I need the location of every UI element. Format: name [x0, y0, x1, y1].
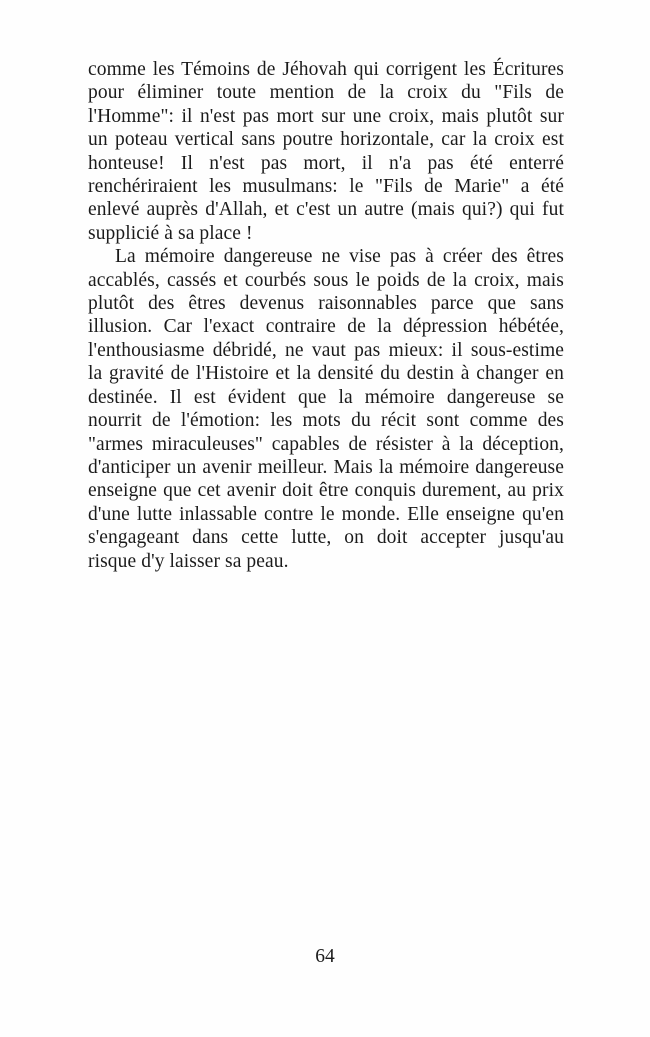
text-line: "armes miraculeuses" capables de résister à la déception,: [88, 433, 564, 455]
text-line: destinée. Il est évident que la mémoire dangereuse se: [88, 386, 564, 408]
text-line: comme les Témoins de Jéhovah qui corrigent les Écritures: [88, 59, 564, 80]
text-line: d'une lutte inlassable contre le monde. Elle enseigne qu'en: [88, 503, 564, 525]
page-number: 64: [315, 946, 335, 967]
text-line: honteuse! Il n'est pas mort, il n'a pas été enterré: [88, 152, 564, 174]
text-line: renchériraient les musulmans: le "Fils de Marie" a été: [88, 176, 564, 198]
text-line: pour éliminer toute mention de la croix du "Fils de: [88, 82, 564, 104]
text-line: illusion. Car l'exact contraire de la dépression hébétée,: [88, 316, 564, 338]
text-line: s'engageant dans cette lutte, on doit accepter jusqu'au: [88, 527, 564, 549]
text-line: La mémoire dangereuse ne vise pas à créer des êtres: [115, 246, 564, 268]
text-line: risque d'y laisser sa peau.: [88, 550, 289, 572]
text-line: plutôt des êtres devenus raisonnables parce que sans: [88, 293, 564, 315]
page-text-block: [88, 58, 564, 573]
text-line: d'anticiper un avenir meilleur. Mais la mémoire dangereuse: [88, 456, 564, 478]
text-line: l'enthousiasme débridé, ne vaut pas mieux: il sous-estime: [88, 339, 564, 361]
paragraph: [88, 58, 564, 245]
text-line: un poteau vertical sans poutre horizontale, car la croix est: [88, 129, 564, 151]
text-line: la gravité de l'Histoire et la densité du destin à changer en: [88, 363, 564, 385]
text-line: supplicié à sa place !: [88, 222, 253, 244]
paragraph: [88, 245, 564, 573]
text-line: nourrit de l'émotion: les mots du récit sont comme des: [88, 410, 564, 432]
text-line: accablés, cassés et courbés sous le poids de la croix, mais: [88, 269, 564, 291]
text-line: enlevé auprès d'Allah, et c'est un autre (mais qui?) qui fut: [88, 199, 564, 221]
text-line: enseigne que cet avenir doit être conquis durement, au prix: [88, 480, 564, 502]
text-line: l'Homme": il n'est pas mort sur une croix, mais plutôt sur: [88, 105, 564, 127]
